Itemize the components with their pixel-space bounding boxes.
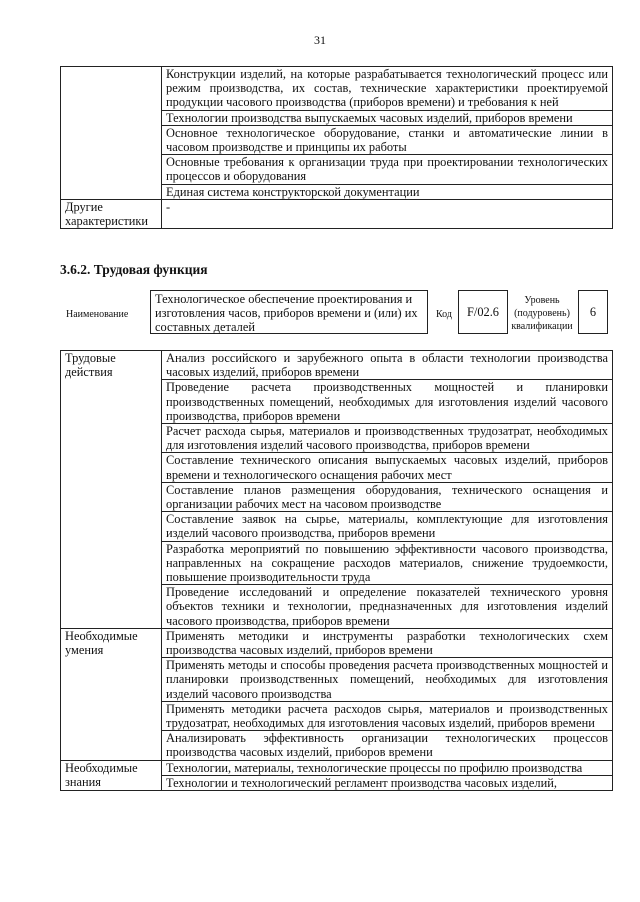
table-row: [61, 628, 613, 657]
row-item: Проведение исследований и определение показателей технического уровня объектов техники и технологии, предназначенных для изготовления изделий часового производства, приборов времени: [162, 585, 613, 629]
row-label: [61, 67, 162, 200]
row-item: Технологии, материалы, технологические процессы по профилю производства: [162, 760, 613, 775]
row-item: Применять методики расчета расходов сырья, материалов и производственных трудозатрат, необходимых для изготовления часовых изделий, приборов времени: [162, 701, 613, 730]
code-label: Код: [436, 309, 452, 320]
table-row: [61, 67, 613, 111]
row-item: Применять методы и способы проведения расчета производственных мощностей и планировки производственных помещений, необходимых для изготовления изделий часового производства: [162, 658, 613, 702]
function-name-box: Технологическое обеспечение проектирования и изготовления часов, приборов времени и (или) их составных деталей: [150, 290, 428, 334]
row-item: -: [162, 199, 613, 228]
row-item: Технологии производства выпускаемых часовых изделий, приборов времени: [162, 110, 613, 125]
row-label: Необходимые умения: [61, 628, 162, 760]
row-item: Основные требования к организации труда при проектировании технологических процессов и оборудования: [162, 155, 613, 184]
row-item: Составление технического описания выпускаемых часовых изделий, приборов времени и технологического оснащения рабочих мест: [162, 453, 613, 482]
row-item: Анализировать эффективность организации технологических процессов производства часовых изделий, приборов времени: [162, 731, 613, 760]
row-item: Конструкции изделий, на которые разрабатывается технологический процесс или режим производства, их состав, технические характеристики проектируемой продукции часового производства (приборов времени) и требования к ней: [162, 67, 613, 111]
row-item: Анализ российского и зарубежного опыта в области технологии производства часовых изделий, приборов времени: [162, 351, 613, 380]
row-item: Разработка мероприятий по повышению эффективности часового производства, направленных на сокращение расходов материалов, снижение трудоемкости, повышение производительности труда: [162, 541, 613, 585]
level-label: Уровень (подуровень) квалификации: [511, 295, 573, 332]
labor-function-table: [60, 350, 613, 791]
row-item: Проведение расчета производственных мощностей и планировки производственных помещений, необходимых для изготовления изделий часового производства, приборов времени: [162, 380, 613, 424]
qualification-level-box: 6: [578, 290, 608, 334]
row-item: Расчет расхода сырья, материалов и производственных трудозатрат, необходимых для изготовления изделий часового производства, приборов времени: [162, 424, 613, 453]
row-label: Другие характеристики: [61, 199, 162, 228]
row-item: Составление заявок на сырье, материалы, комплектующие для изготовления изделий часового производства, приборов времени: [162, 512, 613, 541]
row-item: Основное технологическое оборудование, станки и автоматические линии в часовом производстве и принципы их работы: [162, 125, 613, 154]
row-item: Составление планов размещения оборудования, технического оснащения и организации рабочих мест на часовом производстве: [162, 482, 613, 511]
row-label: Трудовые действия: [61, 351, 162, 629]
name-label: Наименование: [66, 309, 129, 320]
table-row: [61, 351, 613, 380]
characteristics-table: [60, 66, 613, 229]
table-row: [61, 760, 613, 775]
function-code-box: F/02.6: [458, 290, 508, 334]
page-number: 31: [314, 33, 326, 47]
table-row: [61, 199, 613, 228]
row-label: Необходимые знания: [61, 760, 162, 790]
row-item: Применять методики и инструменты разработки технологических схем производства часовых изделий, приборов времени: [162, 628, 613, 657]
row-item: Единая система конструкторской документации: [162, 184, 613, 199]
section-title: 3.6.2. Трудовая функция: [60, 262, 208, 277]
row-item: Технологии и технологический регламент производства часовых изделий,: [162, 775, 613, 790]
